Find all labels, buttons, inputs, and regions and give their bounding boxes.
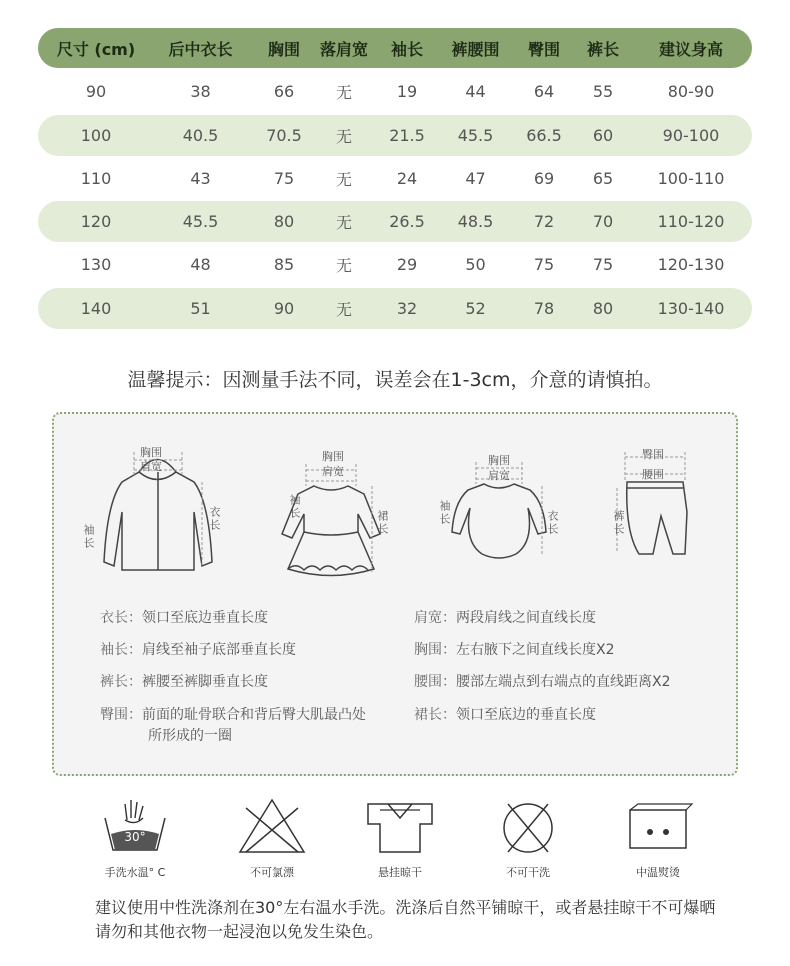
- hand-wash-icon: [95, 796, 175, 856]
- table-cell: 130: [80, 255, 112, 275]
- table-cell: 90: [85, 82, 107, 102]
- table-cell: 80: [273, 212, 295, 231]
- def-waist: 腰围：腰部左端点到右端点的直线距离X2: [414, 674, 671, 690]
- def-shoulder: 肩宽：两段肩线之间直线长度: [414, 610, 596, 626]
- table-cell: 64: [533, 82, 555, 102]
- table-cell: 无: [335, 256, 352, 276]
- no-bleach-label: 不可氯漂: [250, 866, 294, 879]
- table-cell: 75: [592, 255, 614, 275]
- table-cell: 85: [273, 255, 295, 275]
- table-cell: 48.5: [457, 212, 494, 231]
- header-hip: 臀围: [527, 39, 560, 59]
- table-cell: 52: [465, 298, 486, 318]
- table-row: [38, 243, 752, 287]
- measurement-guide: [52, 412, 738, 776]
- table-row: [38, 70, 752, 114]
- header-drop-shoulder: 落肩宽: [319, 39, 368, 59]
- table-cell: 26.5: [389, 212, 425, 231]
- def-hip: 臀围：前面的耻骨联合和背后臀大肌最凸处: [100, 707, 366, 723]
- care-iron: [608, 796, 708, 880]
- table-cell: 90-100: [662, 125, 720, 145]
- header-size: 尺寸 (cm): [56, 39, 136, 59]
- table-cell: 140: [80, 298, 112, 318]
- care-no-dry-clean: [478, 796, 578, 880]
- table-cell: 110: [80, 168, 112, 188]
- iron-medium-icon: [618, 796, 698, 856]
- table-cell: 80: [592, 298, 614, 318]
- table-cell: 51: [190, 298, 211, 318]
- table-cell: 66.5: [526, 125, 562, 145]
- care-hang-dry: [350, 796, 450, 880]
- table-cell: 72: [533, 212, 555, 231]
- jacket-shoulder-label: 肩宽: [140, 460, 162, 473]
- table-cell: 90: [273, 298, 295, 318]
- hang-dry-icon: [360, 796, 440, 856]
- pants-waist-label: 腰围: [642, 468, 664, 481]
- table-cell: 75: [533, 255, 555, 275]
- def-chest: 胸围：左右腋下之间直线长度X2: [414, 642, 615, 658]
- table-cell: 32: [396, 298, 418, 318]
- size-table: [38, 28, 752, 330]
- header-back-length: 后中衣长: [168, 39, 233, 59]
- table-cell: 无: [335, 126, 352, 146]
- dress-illustration: [276, 464, 386, 579]
- table-cell: 无: [335, 83, 352, 103]
- dress-skirt-label: 裙长: [376, 510, 389, 536]
- dress-shoulder-label: 肩宽: [322, 465, 344, 478]
- table-cell: 55: [592, 82, 614, 102]
- table-cell: 100-110: [657, 168, 725, 188]
- no-bleach-icon: [232, 796, 312, 856]
- header-chest: 胸围: [267, 39, 300, 59]
- table-row: [38, 115, 752, 156]
- table-cell: 24: [396, 168, 418, 188]
- table-cell: 50: [465, 255, 486, 275]
- table-cell: 无: [335, 213, 352, 232]
- romper-shoulder-label: 肩宽: [488, 469, 510, 482]
- def-length: 衣长：领口至底边垂直长度: [100, 610, 268, 626]
- iron-label: 中温熨烫: [636, 866, 680, 879]
- header-height: 建议身高: [658, 39, 723, 59]
- table-cell: 21.5: [389, 125, 425, 145]
- care-no-bleach: [222, 796, 322, 880]
- no-tumble-dry-icon: [488, 796, 568, 856]
- table-row: [38, 157, 752, 201]
- romper-sleeve-label: 袖长: [438, 500, 451, 526]
- table-cell: 45.5: [457, 125, 494, 145]
- table-cell: 19: [396, 82, 418, 102]
- jacket-length-label: 衣长: [208, 506, 221, 532]
- table-cell: 69: [533, 168, 555, 188]
- table-cell: 100: [80, 125, 112, 145]
- pants-length-label: 裤长: [612, 510, 625, 536]
- table-cell: 40.5: [182, 125, 219, 145]
- table-cell: 无: [335, 169, 352, 189]
- def-pants-length: 裤长：裤腰至裤脚垂直长度: [100, 674, 268, 690]
- table-row: [38, 288, 752, 329]
- jacket-sleeve-label: 袖长: [82, 524, 95, 550]
- care-note: 建议使用中性洗涤剂在30°左右温水手洗。洗涤后自然平铺晾干，或者悬挂晾干不可爆晒请勿和其他衣物一起浸泡以免发生染色。: [95, 898, 716, 941]
- table-cell: 44: [465, 82, 486, 102]
- table-cell: 43: [190, 168, 211, 188]
- care-hand-wash: [85, 796, 185, 880]
- dress-sleeve-label: 袖长: [288, 494, 301, 520]
- table-cell: 80-90: [667, 82, 715, 102]
- header-pants-waist: 裤腰围: [451, 39, 500, 59]
- table-cell: 78: [533, 298, 555, 318]
- def-sleeve: 袖长：肩线至袖子底部垂直长度: [100, 642, 296, 658]
- wash-temp: 30°: [124, 830, 146, 844]
- romper-chest-label: 胸围: [488, 454, 510, 467]
- header-sleeve: 袖长: [390, 39, 423, 59]
- hang-dry-label: 悬挂晾干: [378, 866, 422, 879]
- table-cell: 38: [190, 82, 211, 102]
- table-cell: 47: [465, 168, 486, 188]
- table-cell: 65: [592, 168, 614, 188]
- header-pants-length: 裤长: [586, 39, 619, 59]
- table-header: [38, 28, 752, 68]
- table-cell: 130-140: [657, 298, 725, 318]
- table-cell: 70.5: [266, 125, 302, 145]
- table-cell: 70: [592, 212, 614, 231]
- hand-wash-label: 手洗水温° C: [104, 866, 166, 879]
- jacket-chest-label: 胸围: [140, 446, 162, 459]
- def-skirt: 裙长：领口至底边的垂直长度: [414, 707, 596, 723]
- table-cell: 66: [273, 82, 295, 102]
- table-cell: 48: [190, 255, 211, 275]
- no-dry-clean-label: 不可干洗: [506, 866, 550, 879]
- table-row: [38, 201, 752, 242]
- measurement-tip: 温馨提示：因测量手法不同，误差会在1-3cm，介意的请慎拍。: [127, 369, 663, 391]
- table-cell: 75: [273, 168, 295, 188]
- table-cell: 60: [592, 125, 614, 145]
- table-cell: 120-130: [657, 255, 725, 275]
- pants-hip-label: 臀围: [642, 448, 664, 461]
- romper-length-label: 衣长: [546, 510, 559, 536]
- table-cell: 无: [335, 299, 352, 319]
- table-cell: 45.5: [182, 212, 219, 231]
- table-cell: 29: [396, 255, 418, 275]
- def-hip-cont: 所形成的一圈: [148, 728, 232, 744]
- dress-chest-label: 胸围: [322, 450, 344, 463]
- table-cell: 120: [80, 212, 112, 231]
- table-cell: 110-120: [657, 212, 725, 231]
